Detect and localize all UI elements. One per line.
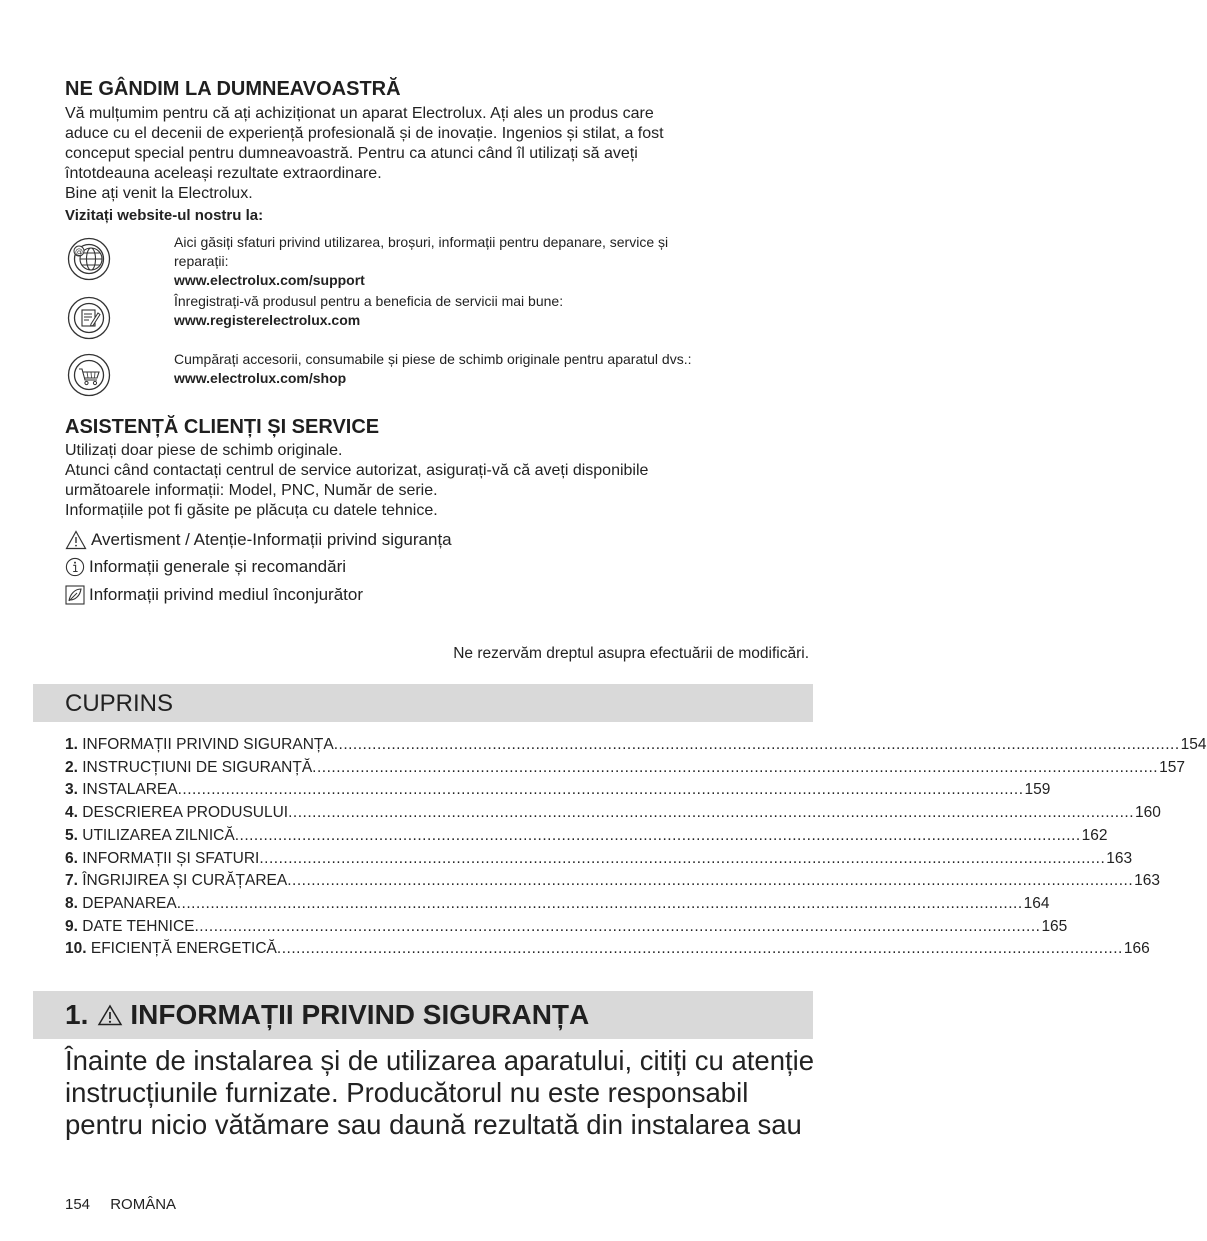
- web-globe-icon: [67, 237, 111, 281]
- toc-item[interactable]: [65, 734, 1207, 757]
- section-intro-paragraph: [65, 1045, 814, 1141]
- shop-link[interactable]: www.electrolux.com/shop: [174, 370, 347, 386]
- toc-item-page: 165: [1041, 917, 1068, 935]
- warning-triangle-icon: [96, 1003, 124, 1027]
- section-title-text: INFORMAȚII PRIVIND SIGURANȚA: [130, 999, 590, 1030]
- toc-item-number: 6.: [65, 849, 78, 867]
- toc-item-page: 159: [1024, 781, 1051, 799]
- section-line: pentru nicio vătămare sau daună rezultată din instalarea sau: [65, 1109, 802, 1140]
- service-line: Atunci când contactați centrul de service autorizat, asigurați-vă că aveți disponibile: [65, 462, 649, 479]
- intro-line: aduce cu el decenii de experiență profesională și de inovație. Ingenios și stilat, a fost: [65, 125, 664, 142]
- footer-language: ROMÂNA: [110, 1196, 177, 1213]
- support-text: Aici găsiți sfaturi privind utilizarea, broșuri, informații pentru depanare, service și: [174, 234, 669, 250]
- toc-item[interactable]: [65, 825, 1108, 848]
- toc-item[interactable]: [65, 802, 1161, 825]
- toc-item[interactable]: [65, 916, 1068, 939]
- toc-leader: ................................................................................................................................................................................: [176, 894, 1023, 912]
- toc-item-label: UTILIZAREA ZILNICĂ: [77, 826, 235, 844]
- legend-warning: [65, 529, 452, 551]
- section-line: instrucțiunile furnizate. Producătorul nu este responsabil: [65, 1077, 749, 1108]
- register-notepad-icon: [67, 296, 111, 340]
- toc-item-label: ÎNGRIJIREA ȘI CURĂȚAREA: [77, 872, 288, 890]
- toc-item-number: 10.: [65, 940, 87, 958]
- visit-label: Vizitați website-ul nostru la:: [65, 207, 264, 224]
- toc-item-page: 154: [1180, 736, 1207, 753]
- toc-leader: ................................................................................................................................................................................: [276, 940, 1123, 958]
- toc-item[interactable]: [65, 938, 1150, 961]
- toc-leader: ................................................................................................................................................................................: [287, 872, 1134, 890]
- toc-item-page: 163: [1134, 872, 1161, 890]
- toc-item-number: 8.: [65, 894, 78, 912]
- info-circle-icon: [65, 557, 85, 577]
- toc-item-number: 7.: [65, 872, 78, 890]
- toc-item-label: INFORMAȚII PRIVIND SIGURANȚA: [77, 736, 334, 753]
- support-text: reparații:: [174, 253, 229, 269]
- warning-triangle-icon: [65, 530, 87, 550]
- toc-item[interactable]: [65, 757, 1185, 780]
- toc-leader: ................................................................................................................................................................................: [234, 826, 1081, 844]
- service-paragraph: [65, 441, 648, 521]
- toc-item-label: DEPANAREA: [77, 894, 177, 912]
- toc-leader: ................................................................................................................................................................................: [312, 758, 1159, 776]
- service-heading: ASISTENȚĂ CLIENȚI ȘI SERVICE: [65, 416, 380, 438]
- toc-item-label: INSTRUCȚIUNI DE SIGURANȚĂ: [77, 758, 313, 776]
- toc-header-band: [33, 684, 813, 722]
- toc-list: [65, 734, 1207, 961]
- page-number: 154: [65, 1196, 91, 1213]
- toc-item-label: DATE TEHNICE: [77, 917, 195, 935]
- toc-item-page: 157: [1159, 758, 1185, 776]
- toc-item[interactable]: [65, 870, 1161, 893]
- legend-info: [65, 556, 346, 578]
- toc-item-label: DESCRIEREA PRODUSULUI: [77, 804, 289, 822]
- toc-item-page: 164: [1023, 894, 1050, 912]
- support-link-block: [174, 233, 668, 290]
- toc-leader: ................................................................................................................................................................................: [288, 804, 1135, 822]
- toc-item-label: INSTALAREA: [77, 781, 178, 799]
- page-footer: [65, 1196, 176, 1213]
- intro-paragraph: [65, 104, 664, 204]
- disclaimer: Ne rezervăm dreptul asupra efectuării de modificări.: [453, 645, 809, 662]
- intro-line: Vă mulțumim pentru că ați achiziționat un aparat Electrolux. Ați ales un produs care: [65, 105, 654, 122]
- shop-text: Cumpărați accesorii, consumabile și piese de schimb originale pentru aparatul dvs.:: [174, 351, 692, 367]
- toc-leader: ................................................................................................................................................................................: [194, 917, 1041, 935]
- intro-line: conceput special pentru dumneavoastră. Pentru ca atunci când îl utilizați să aveți: [65, 145, 638, 162]
- toc-item-number: 1.: [65, 736, 78, 753]
- shopping-cart-icon: [67, 353, 111, 397]
- toc-item-page: 162: [1081, 826, 1108, 844]
- toc-item-number: 5.: [65, 826, 78, 844]
- service-line: Utilizați doar piese de schimb originale.: [65, 442, 343, 459]
- toc-item[interactable]: [65, 848, 1133, 871]
- intro-heading: NE GÂNDIM LA DUMNEAVOASTRĂ: [65, 78, 401, 100]
- toc-item-page: 166: [1123, 940, 1150, 958]
- toc-item-number: 9.: [65, 917, 78, 935]
- toc-leader: ................................................................................................................................................................................: [177, 781, 1024, 799]
- legend-environment: [65, 584, 363, 606]
- toc-item-page: 163: [1106, 849, 1133, 867]
- intro-line: întotdeauna aceleași rezultate extraordinare.: [65, 165, 382, 182]
- svg-text:@: @: [75, 247, 83, 256]
- toc-item-label: EFICIENȚĂ ENERGETICĂ: [86, 940, 277, 958]
- toc-item-number: 3.: [65, 781, 78, 799]
- section-line: Înainte de instalarea și de utilizarea aparatului, citiți cu atenție: [65, 1045, 815, 1076]
- intro-line: Bine ați venit la Electrolux.: [65, 185, 253, 202]
- service-line: următoarele informații: Model, PNC, Număr de serie.: [65, 482, 438, 499]
- register-text: Înregistrați-vă produsul pentru a beneficia de servicii mai bune:: [174, 293, 564, 309]
- toc-item-number: 2.: [65, 758, 78, 776]
- toc-leader: ................................................................................................................................................................................: [259, 849, 1106, 867]
- toc-item-number: 4.: [65, 804, 78, 822]
- toc-item-page: 160: [1135, 804, 1161, 822]
- legend-warning-text: Avertisment / Atenție-Informații privind siguranța: [91, 530, 452, 549]
- toc-title: CUPRINS: [65, 690, 174, 717]
- legend-environment-text: Informații privind mediul înconjurător: [89, 585, 364, 604]
- shop-link-block: [174, 350, 691, 388]
- toc-leader: ................................................................................................................................................................................: [333, 736, 1180, 753]
- register-link-block: [174, 292, 563, 330]
- section-title: [65, 999, 589, 1031]
- section-header-band: [33, 991, 813, 1039]
- toc-item[interactable]: [65, 893, 1050, 916]
- environment-leaf-icon: [65, 585, 85, 605]
- toc-item[interactable]: [65, 779, 1051, 802]
- legend-info-text: Informații generale și recomandări: [89, 557, 347, 576]
- register-link[interactable]: www.registerelectrolux.com: [174, 312, 361, 328]
- service-line: Informațiile pot fi găsite pe plăcuța cu datele tehnice.: [65, 502, 438, 519]
- support-link[interactable]: www.electrolux.com/support: [174, 272, 365, 288]
- toc-item-label: INFORMAȚII ȘI SFATURI: [77, 849, 260, 867]
- section-number: 1.: [65, 999, 89, 1030]
